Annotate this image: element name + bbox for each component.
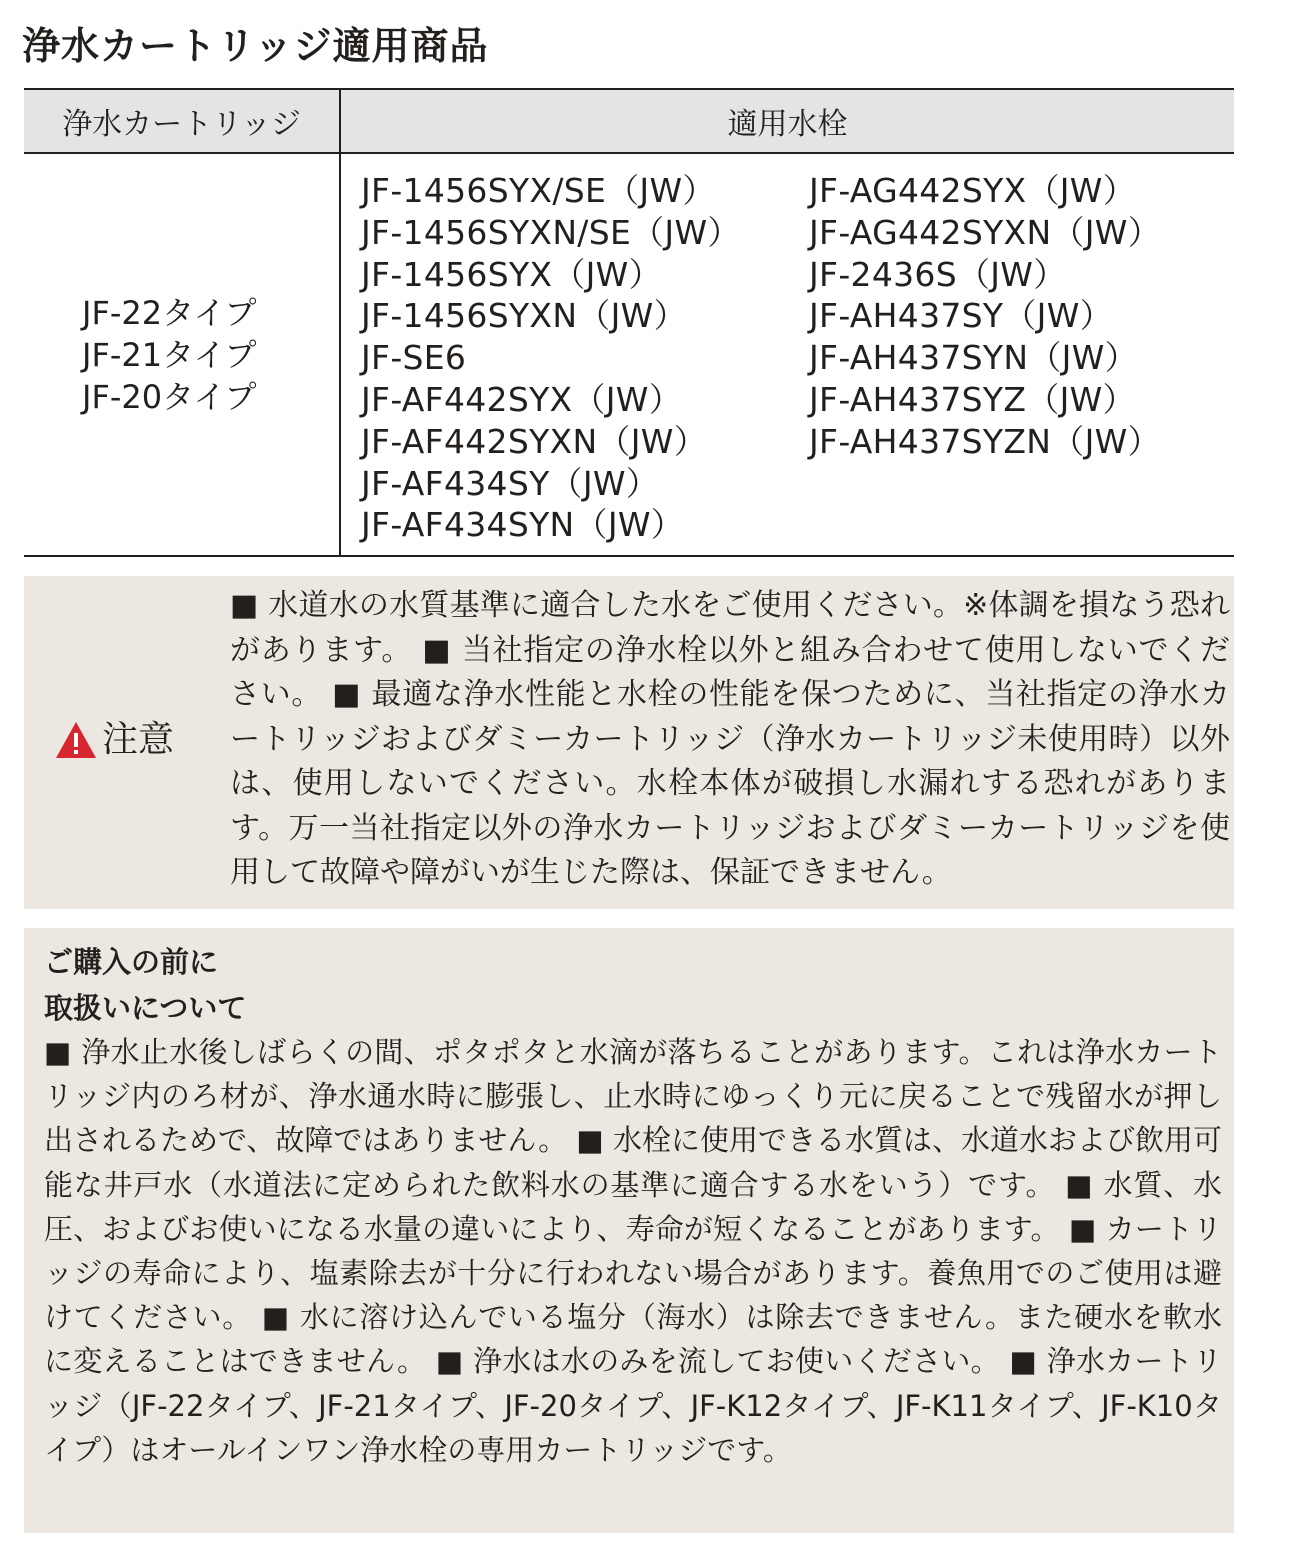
- faucet-item: JF-1456SYXN/SE（JW）: [361, 212, 741, 252]
- table-row: [24, 153, 1234, 556]
- cartridge-item: JF-20タイプ: [82, 377, 257, 416]
- faucet-item: JF-AF434SYN（JW）: [361, 505, 685, 545]
- caution-text: ■ 水道水の水質基準に適合した水をご使用ください。※体調を損なう恐れがあります。 ■ 当社指定の浄水栓以外と組み合わせて使用しないでください。 ■ 最適な浄水性能と水栓の性能を保つために、当社指定の浄水カートリッジおよびダミーカートリッジ（浄水カートリッジ未使用時）以外は、使用しないでください。水栓本体が破損し水漏れする恐れがあります。万一当社指定以外の浄水カートリッジおよびダミーカートリッジを使用して故障や障がいが生じた際は、保証できません。: [230, 588, 1230, 890]
- faucet-item: JF-2436S（JW）: [809, 254, 1067, 294]
- page-title: 浄水カートリッジ適用商品: [22, 24, 489, 68]
- faucet-item: JF-AH437SYZN（JW）: [809, 421, 1161, 461]
- cartridge-item: JF-21タイプ: [82, 335, 257, 374]
- faucet-item: JF-AH437SYN（JW）: [809, 338, 1138, 378]
- notes-heading-handling: 取扱いについて: [44, 991, 247, 1025]
- header-cartridge: 浄水カートリッジ: [24, 89, 340, 153]
- faucet-item: JF-AF442SYX（JW）: [361, 379, 683, 419]
- caution-label-text: 注意: [102, 719, 175, 760]
- cartridge-cell: [24, 153, 340, 556]
- caution-label: [54, 718, 174, 762]
- faucet-list-right: [809, 170, 1161, 546]
- faucet-list-left: [361, 170, 809, 546]
- faucet-item: JF-1456SYX（JW）: [361, 254, 662, 294]
- faucet-item: JF-1456SYX/SE（JW）: [361, 171, 716, 210]
- faucet-item: JF-AH437SYZ（JW）: [809, 379, 1136, 419]
- notes-heading-before-purchase: ご購入の前に: [44, 945, 219, 979]
- faucet-cell: [340, 153, 1234, 556]
- faucet-item: JF-AG442SYX（JW）: [809, 171, 1137, 210]
- warning-icon: [54, 720, 98, 760]
- faucet-item: JF-AF442SYXN（JW）: [361, 421, 707, 461]
- faucet-item: JF-SE6: [361, 338, 467, 378]
- faucet-item: JF-AF434SY（JW）: [361, 463, 660, 503]
- faucet-item: JF-AH437SY（JW）: [809, 296, 1113, 336]
- faucet-item: JF-1456SYXN（JW）: [361, 296, 687, 336]
- caution-box: [24, 576, 1234, 909]
- faucet-columns: [341, 154, 1234, 546]
- notes-box: [24, 928, 1234, 1533]
- notes-body: ■ 浄水止水後しばらくの間、ポタポタと水滴が落ちることがあります。これは浄水カートリッジ内のろ材が、浄水通水時に膨張し、止水時にゆっくり元に戻ることで残留水が押し出されるためで、故障ではありません。 ■ 水栓に使用できる水質は、水道水および飲用可能な井戸水（水道法に定められた飲料水の基準に適合する水をいう）です。 ■ 水質、水圧、およびお使いになる水量の違いにより、寿命が短くなることがあります。 ■ カートリッジの寿命により、塩素除去が十分に行われない場合があります。養魚用でのご使用は避けてください。 ■ 水に溶け込んでいる塩分（海水）は除去できません。また硬水を軟水に変えることはできません。 ■ 浄水は水のみを流してお使いください。 ■ 浄水カートリッジ（JF-22タイプ、JF-21タイプ、JF-20タイプ、JF-K12タイプ、JF-K11タイプ、JF-K10タイプ）はオールインワン浄水栓の専用カートリッジです。: [44, 1035, 1222, 1467]
- cartridge-list: [24, 292, 339, 418]
- header-faucets: 適用水栓: [340, 89, 1234, 153]
- table-header-row: [24, 89, 1234, 153]
- faucet-item: JF-AG442SYXN（JW）: [809, 212, 1162, 252]
- cartridge-item: JF-22タイプ: [82, 293, 257, 332]
- compatibility-table: [24, 88, 1234, 557]
